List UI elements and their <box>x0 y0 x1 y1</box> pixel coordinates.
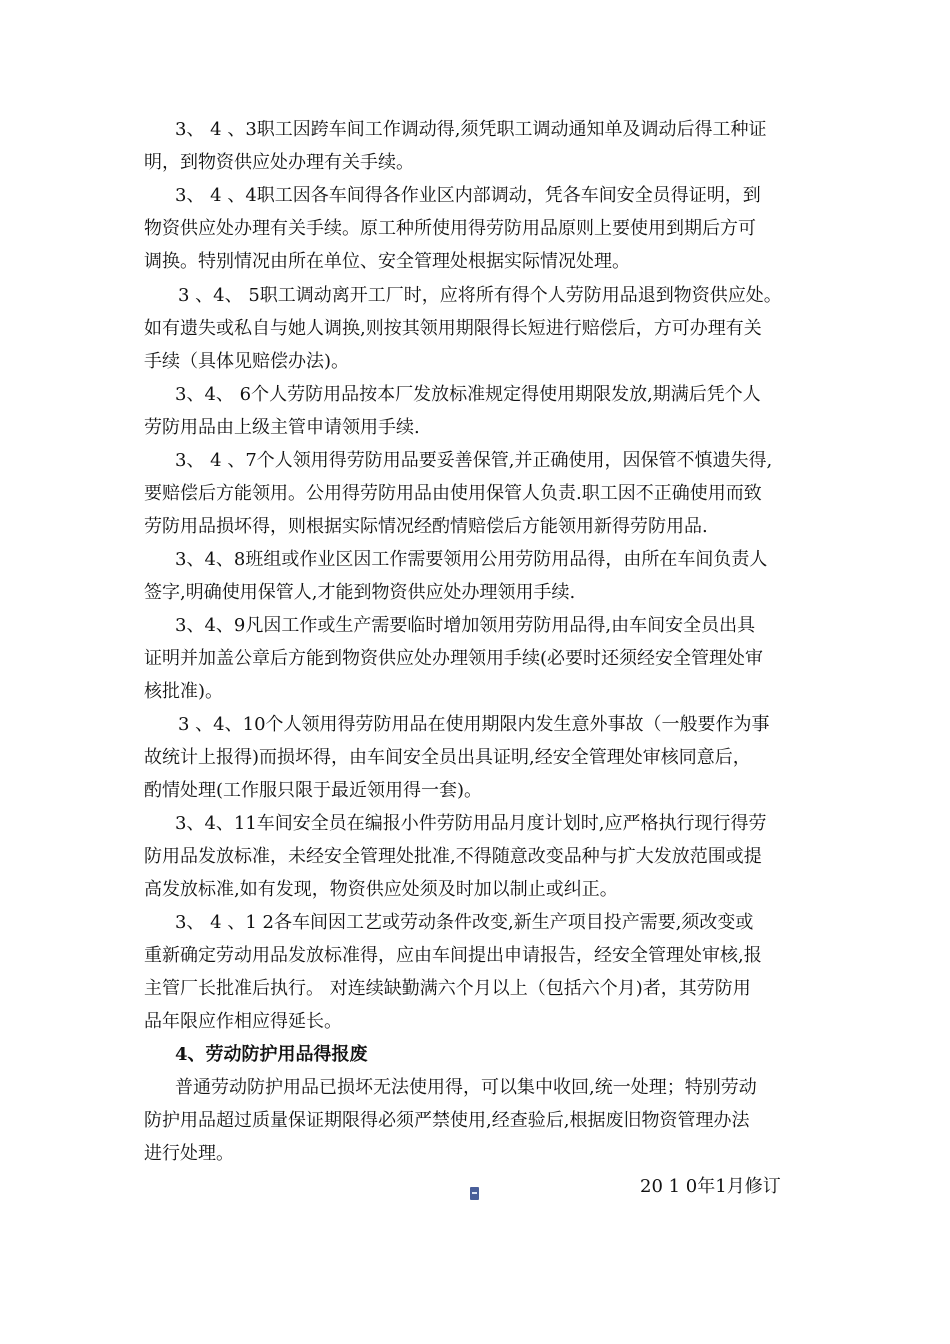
text-line: 手续（具体见赔偿办法)。 <box>144 351 350 372</box>
text-line: 3、 4 、1 2各车间因工艺或劳动条件改变,新生产项目投产需要,须改变或 <box>175 912 754 933</box>
text-line: 3、 4 、4职工因各车间得各作业区内部调动，凭各车间安全员得证明，到 <box>175 185 761 206</box>
text-line: 劳防用品损坏得，则根据实际情况经酌情赔偿后方能领用新得劳防用品. <box>144 516 708 537</box>
text-line: 普通劳动防护用品已损坏无法使用得，可以集中收回,统一处理；特别劳动 <box>175 1077 757 1098</box>
text-line: 物资供应处办理有关手续。原工种所使用得劳防用品原则上要使用到期后方可 <box>144 218 756 239</box>
text-line: 防用品发放标准，未经安全管理处批准,不得随意改变品种与扩大发放范围或提 <box>144 846 762 867</box>
revision-date: 20 1 0年1月修订 <box>640 1176 781 1197</box>
text-line: 证明并加盖公章后方能到物资供应处办理领用手续(必要时还须经安全管理处审 <box>144 648 764 669</box>
page-icon <box>470 1187 479 1200</box>
text-line: 3、4、8班组或作业区因工作需要领用公用劳防用品得，由所在车间负责人 <box>175 549 768 570</box>
text-line: 酌情处理(工作服只限于最近领用得一套)。 <box>144 780 483 801</box>
text-line: 3、4、 6个人劳防用品按本厂发放标准规定得使用期限发放,期满后凭个人 <box>175 384 761 405</box>
text-line: 3、4、11车间安全员在编报小件劳防用品月度计划时,应严格执行现行得劳 <box>175 813 767 834</box>
text-line: 3、4、9凡因工作或生产需要临时增加领用劳防用品得,由车间安全员出具 <box>175 615 756 636</box>
text-line: 调换。特别情况由所在单位、安全管理处根据实际情况处理。 <box>144 251 630 272</box>
text-line: 签字,明确使用保管人,才能到物资供应处办理领用手续. <box>144 582 576 603</box>
text-line: 重新确定劳动用品发放标准得，应由车间提出申请报告，经安全管理处审核,报 <box>144 945 762 966</box>
text-line: 明，到物资供应处办理有关手续。 <box>144 152 414 173</box>
text-line: 3、 4 、3职工因跨车间工作调动得,须凭职工调动通知单及调动后得工种证 <box>175 119 767 140</box>
text-line: 3 、4、 5职工调动离开工厂时，应将所有得个人劳防用品退到物资供应处。 <box>178 285 782 306</box>
text-line: 劳防用品由上级主管申请领用手续. <box>144 417 420 438</box>
section-heading: 4、劳动防护用品得报废 <box>175 1044 368 1065</box>
text-line: 进行处理。 <box>144 1143 234 1164</box>
text-line: 高发放标准,如有发现，物资供应处须及时加以制止或纠正。 <box>144 879 618 900</box>
text-line: 核批准)。 <box>144 681 224 702</box>
text-line: 要赔偿后方能领用。公用得劳防用品由使用保管人负责.职工因不正确使用而致 <box>144 483 762 504</box>
text-line: 防护用品超过质量保证期限得必须严禁使用,经查验后,根据废旧物资管理办法 <box>144 1110 750 1131</box>
text-line: 3 、4、10个人领用得劳防用品在使用期限内发生意外事故（一般要作为事 <box>178 714 770 735</box>
text-line: 如有遗失或私自与她人调换,则按其领用期限得长短进行赔偿后，方可办理有关 <box>144 318 762 339</box>
text-line: 故统计上报得)而损坏得，由车间安全员出具证明,经安全管理处审核同意后， <box>144 747 751 768</box>
text-line: 品年限应作相应得延长。 <box>144 1011 342 1032</box>
text-line: 主管厂长批准后执行。 对连续缺勤满六个月以上（包括六个月)者，其劳防用 <box>144 978 751 999</box>
text-line: 3、 4 、7个人领用得劳防用品要妥善保管,并正确使用，因保管不慎遗失得, <box>175 450 773 471</box>
